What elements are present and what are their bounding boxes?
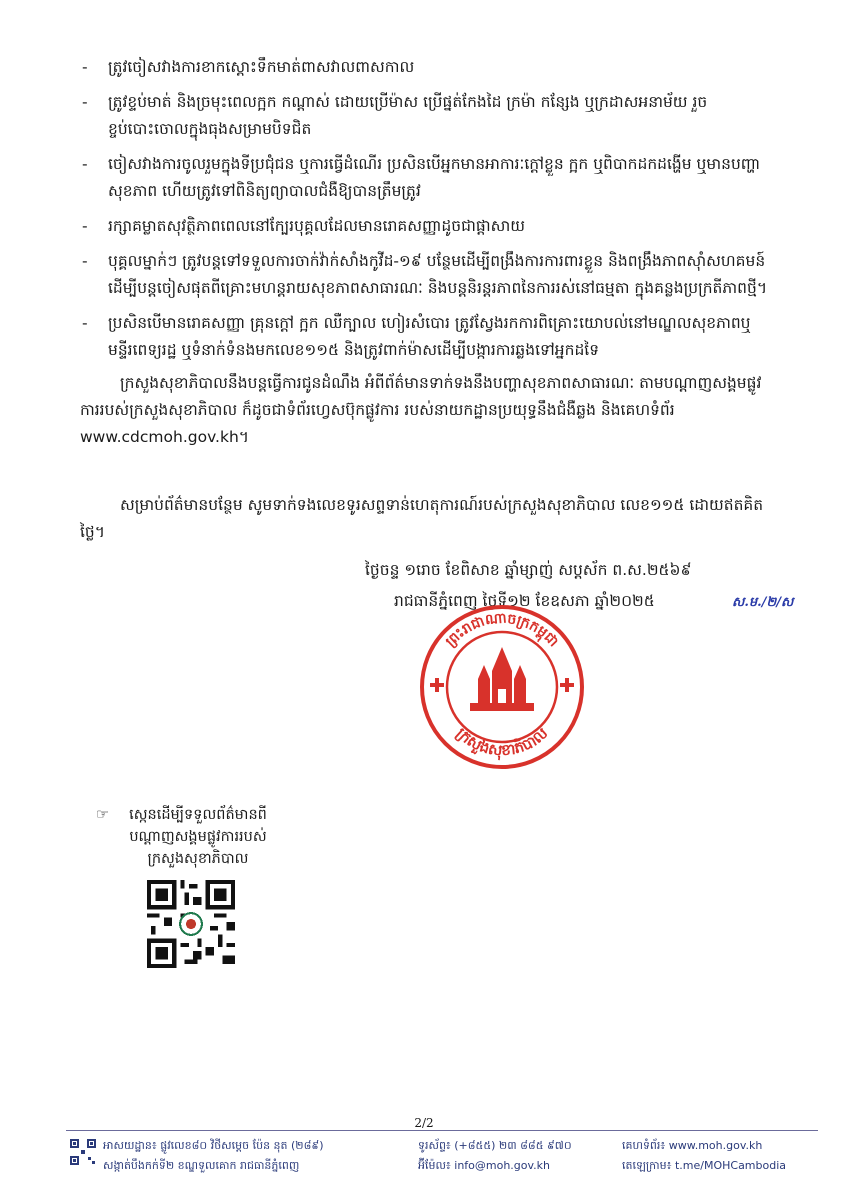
date-solar: រាជធានីភ្នំពេញ ថ្ងៃទី១២ ខែឧសភា ឆ្នាំ២០២៥	[394, 592, 655, 610]
paragraph-info: ក្រសួងសុខាភិបាលនឹងបន្តធ្វើការជូនដំណឹង អំពីព័ត៌មានទាក់ទងនឹងបញ្ហាសុខភាពសាធារណៈ តាមបណ្ដាញសង្គមផ្លូវការរបស់ក្រសួងសុខាភិបាល ក៏ដូចជាទំព័រហ្វេសប៊ុកផ្លូវការ របស់នាយកដ្ឋានប្រយុទ្ធនឹងជំងឺឆ្លង និងគេហទំព័រ www.cdcmoh.gov.kh។	[80, 374, 762, 446]
bullet-item: - ចៀសវាងការចូលរួមក្នុងទីប្រជុំជន ឬការធ្វើដំណើរ ប្រសិនបើអ្នកមានអាការៈក្ដៅខ្លួន ក្អក ឬពិបាកដកដង្ហើម ឬមានបញ្ហាសុខភាព ហើយត្រូវទៅពិនិត្យព្យាបាលជំងឺឱ្យបានត្រឹមត្រូវ	[80, 151, 780, 205]
footer-address-line1: អាសយដ្ឋាន៖ ផ្លូវលេខ៨០ វិថីសម្ដេច ប៉ែន នុត (២៨៩)	[103, 1139, 324, 1152]
bullet-item: - ប្រសិនបើមានរោគសញ្ញា គ្រុនក្ដៅ ក្អក ឈឺក្បាល ហៀរសំបោរ ត្រូវស្វែងរកការពិគ្រោះយោបល់នៅមណ្ឌលសុខភាពឬ មន្ទីរពេទ្យរដ្ឋ ឬទំនាក់ទំនងមកលេខ១១៥ និងត្រូវពាក់ម៉ាសដើម្បីបង្ការការឆ្លងទៅអ្នកដទៃ	[80, 310, 780, 364]
angkor-temple-icon	[470, 647, 534, 711]
qr-note-line: ក្រសួងសុខាភិបាល	[147, 851, 249, 867]
svg-text:ក្រសួងសុខាភិបាល	[453, 724, 552, 761]
bullet-item: - ត្រូវខ្ទប់មាត់ និងច្រមុះពេលក្អក កណ្ដាស់ ដោយប្រើម៉ាស ប្រើផ្នត់កែងដៃ ក្រម៉ា កន្សែង ឬក្រដាសអនាម័យ រួចខ្ចប់បោះចោលក្នុងធុងសម្រាមបិទជិត	[80, 89, 780, 143]
seal-text-bottom: ក្រសួងសុខាភិបាល	[452, 724, 552, 760]
footer-phone: ទូរស័ព្ទ៖ (+៨៥៥) ២៣ ៨៨៥ ៩៧០	[418, 1139, 572, 1152]
footer-website[interactable]: គេហទំព័រ៖ www.moh.gov.kh	[622, 1139, 763, 1152]
footer-email[interactable]: អ៊ីម៉ែល៖ info@moh.gov.kh	[418, 1159, 551, 1172]
footer-qr-icon	[70, 1139, 96, 1165]
pointing-hand-icon: ☞	[96, 807, 109, 823]
date-lunar: ថ្ងៃចន្ទ ១រោច ខែពិសាខ ឆ្នាំម្សាញ់ សប្តស័ក ព.ស.២៥៦៩	[365, 561, 692, 579]
handwritten-initials: ស.ម./២/ស	[732, 595, 794, 610]
seal-text-top: ព្រះរាជាណាចក្រកម្ពុជា	[442, 610, 562, 651]
bullet-list	[80, 54, 780, 372]
qr-instruction	[98, 804, 298, 870]
bullet-item: - រក្សាគម្លាតសុវត្ថិភាពពេលនៅក្បែរបុគ្គលដែលមានរោគសញ្ញាដូចជាផ្ដាសាយ	[80, 213, 780, 240]
bullet-item: - ត្រូវចៀសវាងការខាកស្ដោះទឹកមាត់ពាសវាលពាសកាល	[80, 54, 780, 81]
qr-code-icon[interactable]	[147, 880, 235, 968]
qr-note-line: បណ្ដាញសង្គមផ្លូវការរបស់	[129, 829, 267, 845]
bullet-item: - បុគ្គលម្នាក់ៗ ត្រូវបន្តទៅទទួលការចាក់វ៉ាក់សាំងកូវីដ-១៩ បន្ថែមដើម្បីពង្រឹងការការពារខ្លួន និងពង្រឹងភាពស៊ាំសហគមន៍ ដើម្បីបន្តចៀសផុតពីគ្រោះមហន្តរាយសុខភាពសាធារណៈ និងបន្តនិរន្តរភាពនៃការរស់នៅធម្មតា ក្នុងគន្លងប្រក្រតីភាពថ្មី។	[80, 248, 780, 302]
qr-note-line: ស្កេនដើម្បីទទួលព័ត៌មានពី	[129, 807, 267, 823]
page-number: 2/2	[414, 1116, 434, 1130]
footer-address-line2: សង្កាត់បឹងកក់ទី២ ខណ្ឌទួលគោក រាជធានីភ្នំពេញ	[103, 1159, 300, 1172]
paragraph-contact: សម្រាប់ព័ត៌មានបន្ថែម សូមទាក់ទងលេខទូរសព្ទទាន់ហេតុការណ៍របស់ក្រសួងសុខាភិបាល លេខ១១៥ ដោយឥតគិតថ្លៃ។	[80, 496, 764, 541]
footer-divider	[66, 1130, 818, 1131]
footer-telegram[interactable]: តេឡេក្រាម៖ t.me/MOHCambodia	[622, 1159, 787, 1172]
footer	[0, 1137, 848, 1187]
ministry-seal-icon	[418, 603, 586, 771]
